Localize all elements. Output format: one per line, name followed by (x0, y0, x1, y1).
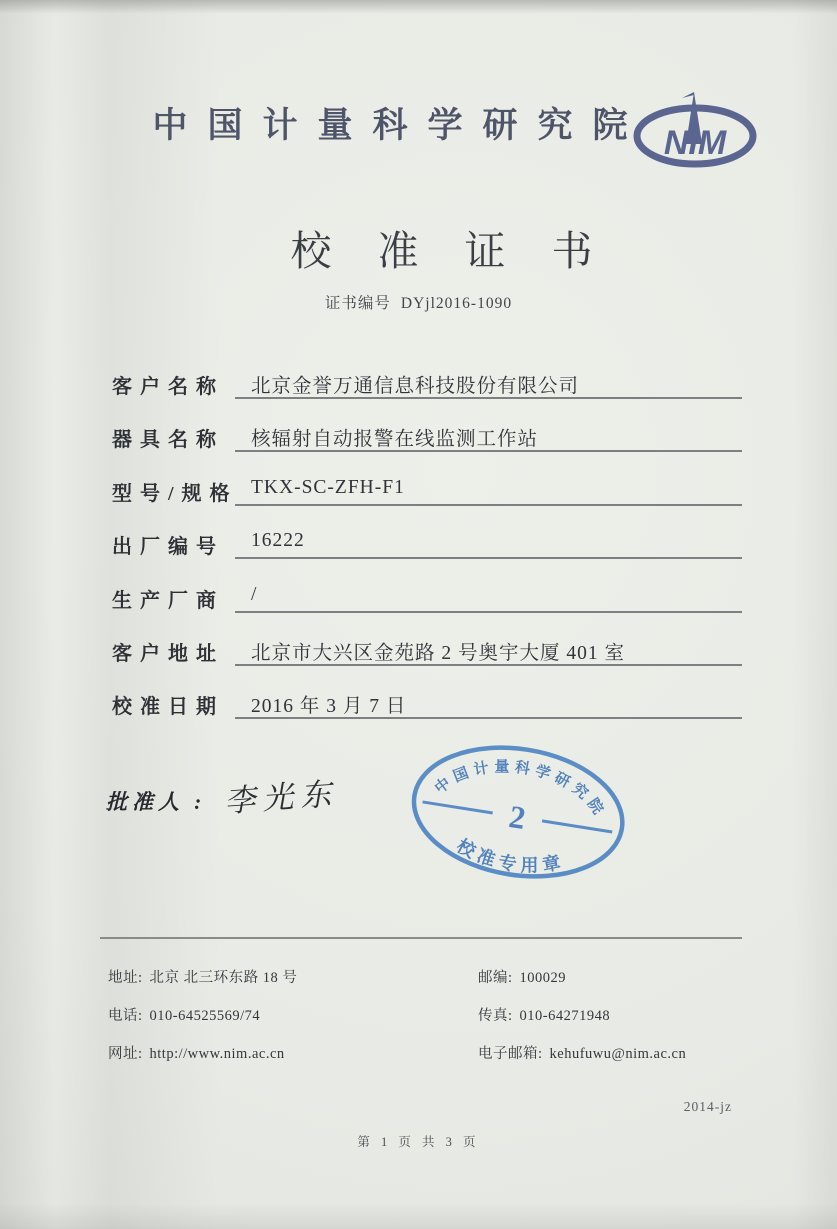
contact-label: 邮编: (478, 970, 513, 986)
stamp-bottom-text: 校准专用章 (453, 835, 568, 876)
field-label: 型号/规格 (112, 483, 238, 505)
approver-label: 批准人 : (106, 790, 207, 814)
contact-label: 电话: (108, 1008, 143, 1024)
contact-fax (478, 1004, 610, 1025)
field-label: 出厂编号 (112, 536, 224, 558)
field-value: 北京金誉万通信息科技股份有限公司 (251, 376, 580, 397)
field-value: 2016 年 3 月 7 日 (251, 696, 407, 717)
nim-logo-letters: NIM (663, 124, 727, 162)
field-value: 北京市大兴区金苑路 2 号奥宇大厦 401 室 (251, 643, 626, 664)
contact-phone (108, 1004, 260, 1025)
contact-value: 010-64525569/74 (149, 1008, 261, 1024)
field-row-manufacturer (112, 584, 744, 618)
document-title: 校准证书 (290, 228, 639, 274)
page-indicator: 第 1 页 共 3 页 (357, 1135, 480, 1149)
field-label: 客户名称 (112, 376, 224, 398)
contact-label: 地址: (108, 970, 143, 986)
contact-value: 100029 (519, 970, 567, 986)
form-code: 2014-jz (683, 1099, 732, 1114)
stamp-top-text: 中国计量科学研究院 (432, 759, 609, 822)
contact-label: 传真: (478, 1008, 513, 1024)
contact-value: 北京 北三环东路 18 号 (149, 970, 298, 986)
contact-label: 电子邮箱: (478, 1046, 543, 1062)
field-label: 客户地址 (112, 643, 224, 665)
organization-name: 中国计量科学研究院 (152, 106, 648, 145)
field-value: 核辐射自动报警在线监测工作站 (251, 429, 539, 450)
field-value: TKX-SC-ZFH-F1 (251, 477, 405, 498)
field-row-model-spec (112, 477, 744, 511)
field-value: / (251, 584, 258, 605)
stamp-center-number: 2 (506, 797, 529, 836)
contact-website (108, 1042, 285, 1063)
field-label: 器具名称 (112, 429, 224, 451)
official-stamp (387, 713, 650, 913)
field-value: 16222 (251, 530, 305, 551)
contact-value: http://www.nim.ac.cn (149, 1046, 285, 1062)
field-label: 校准日期 (112, 696, 224, 718)
field-row-customer-name (112, 370, 744, 404)
contact-address (108, 966, 297, 987)
nim-logo-icon (628, 84, 764, 180)
contact-postcode (478, 966, 566, 987)
certificate-number-label: 证书编号 (324, 295, 391, 312)
certificate-number-line (0, 291, 837, 313)
certificate-number-value: DYjl2016-1090 (400, 295, 513, 312)
field-label: 生产厂商 (112, 590, 224, 612)
approver-signature: 李光东 (223, 776, 340, 819)
contact-email (478, 1042, 686, 1063)
footer-divider (100, 937, 742, 939)
contact-value: 010-64271948 (519, 1008, 611, 1024)
field-row-customer-address (112, 637, 744, 671)
contact-label: 网址: (108, 1046, 143, 1062)
field-row-serial-number (112, 530, 744, 564)
contact-value: kehufuwu@nim.ac.cn (549, 1046, 687, 1062)
field-row-instrument-name (112, 423, 744, 457)
